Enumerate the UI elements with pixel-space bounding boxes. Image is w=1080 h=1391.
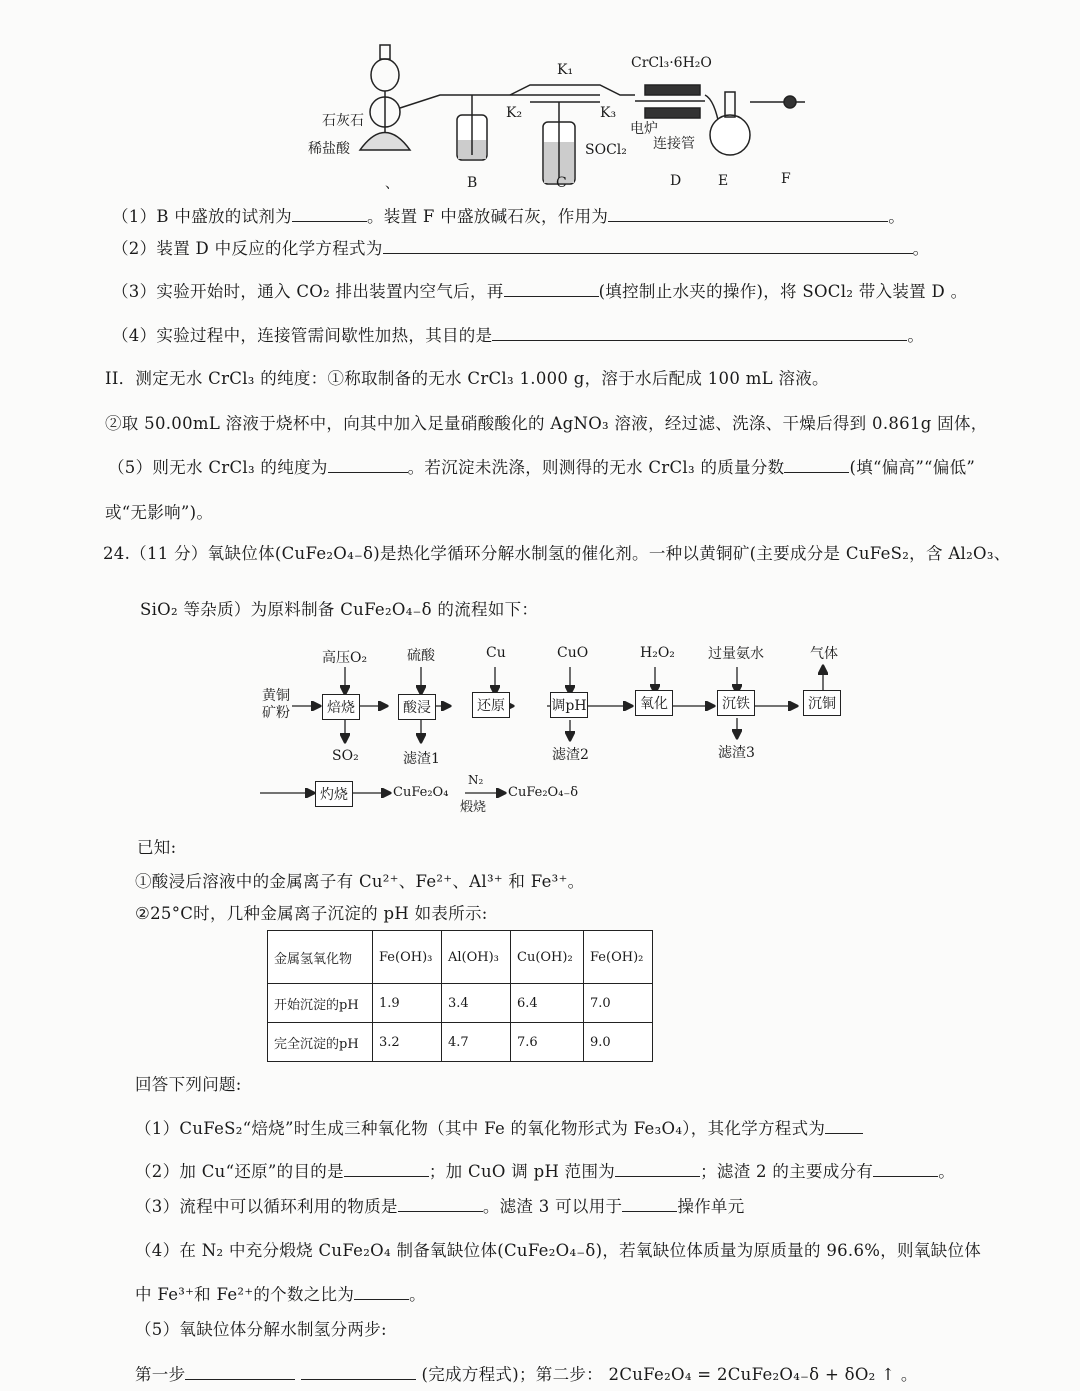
known-1: ①酸浸后溶液中的金属离子有 Cu²⁺、Fe²⁺、Al³⁺ 和 Fe³⁺。 <box>135 872 585 891</box>
answer-heading: 回答下列问题: <box>135 1075 242 1094</box>
q4-end: 。 <box>907 326 925 345</box>
table-row <box>268 984 653 1023</box>
q2-end: 。 <box>912 239 930 258</box>
q2-text: （2）装置 D 中反应的化学方程式为 <box>112 239 383 258</box>
answer-blank[interactable] <box>622 1197 677 1212</box>
unit-label-a: 、 <box>385 176 399 192</box>
answer-blank[interactable] <box>784 458 849 473</box>
flow-step-calcine: 灼烧 <box>315 781 353 807</box>
q24-q2-end: 。 <box>938 1162 955 1181</box>
table-cell: 3.2 <box>373 1023 442 1062</box>
q24-question-3 <box>135 1193 745 1217</box>
q1-text2: 。装置 F 中盛放碱石灰，作用为 <box>366 207 609 226</box>
q3-text2: (填控制止水夹的操作)，将 SOCl₂ 带入装置 D 。 <box>598 282 968 301</box>
flow-output-so2: SO₂ <box>332 748 359 764</box>
known-heading: 已知: <box>137 838 177 857</box>
flow-input-o2: 高压O₂ <box>322 650 368 666</box>
unit-label-f: F <box>781 171 791 187</box>
unit-label-b: B <box>467 175 478 191</box>
table-cell: 9.0 <box>584 1023 653 1062</box>
q24-q5-step2: (完成方程式)；第二步： 2CuFe₂O₄ = 2CuFe₂O₄₋δ + δO₂ ↑ 。 <box>421 1365 918 1384</box>
q5-continuation: 或“无影响”)。 <box>105 503 214 522</box>
answer-blank[interactable] <box>615 1162 700 1177</box>
answer-blank[interactable] <box>398 1197 483 1212</box>
process-flowchart <box>250 630 850 820</box>
q24-intro-2: SiO₂ 等杂质）为原料制备 CuFe₂O₄₋δ 的流程如下： <box>140 600 539 619</box>
answer-blank[interactable] <box>292 207 367 222</box>
q24-question-2 <box>135 1158 955 1182</box>
q24-question-4-cont <box>135 1281 426 1305</box>
answer-blank[interactable] <box>383 239 913 254</box>
flow-start: 黄铜矿粉 <box>262 688 290 721</box>
label-dilute-hcl: 稀盐酸 <box>308 141 350 157</box>
q5-text3: (填“偏高”“偏低” <box>849 458 976 477</box>
flow-step-precipitate-copper: 沉铜 <box>803 690 841 716</box>
q24-q2-text3: ；滤渣 2 的主要成分有 <box>700 1162 874 1181</box>
q24-q4-end: 。 <box>409 1285 426 1304</box>
answer-blank[interactable] <box>344 1162 429 1177</box>
table-header: Fe(OH)₂ <box>584 931 653 984</box>
ph-table <box>267 930 653 1062</box>
flow-input-h2o2: H₂O₂ <box>640 645 675 661</box>
table-header: 金属氢氧化物 <box>268 931 373 984</box>
label-connecting-tube: 连接管 <box>653 136 695 152</box>
answer-blank[interactable] <box>608 207 888 222</box>
q24-q2-text: （2）加 Cu“还原”的目的是 <box>135 1162 344 1181</box>
q24-q3-text3: 操作单元 <box>677 1197 745 1216</box>
flow-output-residue3: 滤渣3 <box>718 745 755 761</box>
q24-question-1 <box>135 1115 863 1139</box>
q3-text: （3）实验开始时，通入 CO₂ 排出装置内空气后，再 <box>112 282 504 301</box>
question-3 <box>112 278 967 302</box>
flow-step-precipitate-iron: 沉铁 <box>717 690 755 716</box>
unit-label-c: C <box>556 175 567 191</box>
label-k3: K₃ <box>600 105 617 121</box>
unit-label-e: E <box>718 173 729 189</box>
q24-q3-text2: 。滤渣 3 可以用于 <box>482 1197 623 1216</box>
flow-input-cu: Cu <box>486 645 506 661</box>
q24-q1-text: （1）CuFeS₂“焙烧”时生成三种氧化物（其中 Fe 的氧化物形式为 Fe₃O₄），其化学方程式为 <box>135 1119 826 1138</box>
table-cell: 7.6 <box>511 1023 584 1062</box>
flow-output-residue1: 滤渣1 <box>403 751 440 767</box>
table-cell: 4.7 <box>442 1023 511 1062</box>
label-limestone: 石灰石 <box>322 113 364 129</box>
flow-condition-forge: 煅烧 <box>460 800 487 815</box>
q24-question-5: （5）氧缺位体分解水制氢分两步: <box>135 1320 387 1339</box>
part2-title: II．测定无水 CrCl₃ 的纯度：①称取制备的无水 CrCl₃ 1.000 g，溶于水后配成 100 mL 溶液。 <box>105 369 829 388</box>
flow-step-reduce: 还原 <box>472 692 510 718</box>
table-header: Al(OH)₃ <box>442 931 511 984</box>
flow-step-acid-leach: 酸浸 <box>398 694 436 720</box>
part2-step2: ②取 50.00mL 溶液于烧杯中，向其中加入足量硝酸酸化的 AgNO₃ 溶液，经过滤、洗涤、干燥后得到 0.861g 固体， <box>105 414 988 433</box>
flow-input-cuo: CuO <box>557 645 589 661</box>
question-2 <box>112 235 929 259</box>
flow-output-gas: 气体 <box>810 646 838 662</box>
question-5 <box>108 454 975 478</box>
flow-product-final: CuFe₂O₄₋δ <box>508 785 579 800</box>
answer-blank[interactable] <box>328 458 408 473</box>
answer-blank[interactable] <box>504 282 599 297</box>
table-header-row <box>268 931 653 984</box>
flow-step-adjust-ph: 调pH <box>550 692 588 718</box>
answer-blank[interactable] <box>354 1285 409 1300</box>
q24-intro-1: 24.（11 分）氧缺位体(CuFe₂O₄₋δ)是热化学循环分解水制氢的催化剂。一种以黄铜矿(主要成分是 CuFeS₂，含 Al₂O₃、 <box>103 544 1011 563</box>
flow-output-residue2: 滤渣2 <box>552 747 589 763</box>
table-header: Cu(OH)₂ <box>511 931 584 984</box>
label-crcl3: CrCl₃·6H₂O <box>631 55 712 71</box>
q24-question-5-line <box>135 1361 918 1385</box>
q5-text: （5）则无水 CrCl₃ 的纯度为 <box>108 458 328 477</box>
table-row <box>268 1023 653 1062</box>
question-4 <box>112 322 924 346</box>
q4-text: （4）实验过程中，连接管需间歇性加热，其目的是 <box>112 326 493 345</box>
question-1 <box>112 203 905 227</box>
flow-step-oxidize: 氧化 <box>635 690 673 716</box>
q5-text2: 。若沉淀未洗涤，则测得的无水 CrCl₃ 的质量分数 <box>407 458 785 477</box>
table-cell: 1.9 <box>373 984 442 1023</box>
answer-blank[interactable] <box>185 1365 295 1380</box>
known-2: ②25°C时，几种金属离子沉淀的 pH 如表所示: <box>135 904 488 923</box>
q1-text: （1）B 中盛放的试剂为 <box>112 207 292 226</box>
label-socl2: SOCl₂ <box>585 142 627 158</box>
label-k1: K₁ <box>557 62 574 78</box>
flow-input-h2so4: 硫酸 <box>407 648 435 664</box>
table-cell: 完全沉淀的pH <box>268 1023 373 1062</box>
table-header: Fe(OH)₃ <box>373 931 442 984</box>
label-k2: K₂ <box>506 105 523 121</box>
answer-blank[interactable] <box>301 1365 416 1380</box>
unit-label-d: D <box>670 173 682 189</box>
apparatus-diagram <box>300 40 820 200</box>
table-cell: 3.4 <box>442 984 511 1023</box>
q24-question-4: （4）在 N₂ 中充分煅烧 CuFe₂O₄ 制备氧缺位体(CuFe₂O₄₋δ)，若氧缺位体质量为原质量的 96.6%，则氧缺位体 <box>135 1241 982 1260</box>
answer-blank[interactable] <box>825 1119 863 1134</box>
q24-q5-step1: 第一步 <box>135 1365 186 1384</box>
q1-end: 。 <box>888 207 906 226</box>
q24-q2-text2: ；加 CuO 调 pH 范围为 <box>428 1162 616 1181</box>
label-furnace: 电炉 <box>630 121 658 137</box>
flow-step-roast: 焙烧 <box>322 694 360 720</box>
flow-product-cufe2o4: CuFe₂O₄ <box>393 785 449 800</box>
flow-input-ammonia: 过量氨水 <box>708 646 764 662</box>
flow-condition-n2: N₂ <box>468 773 484 787</box>
answer-blank[interactable] <box>492 326 907 341</box>
q24-q4-text2: 中 Fe³⁺和 Fe²⁺的个数之比为 <box>135 1285 355 1304</box>
answer-blank[interactable] <box>873 1162 938 1177</box>
q24-q3-text: （3）流程中可以循环利用的物质是 <box>135 1197 398 1216</box>
table-cell: 6.4 <box>511 984 584 1023</box>
table-cell: 开始沉淀的pH <box>268 984 373 1023</box>
table-cell: 7.0 <box>584 984 653 1023</box>
